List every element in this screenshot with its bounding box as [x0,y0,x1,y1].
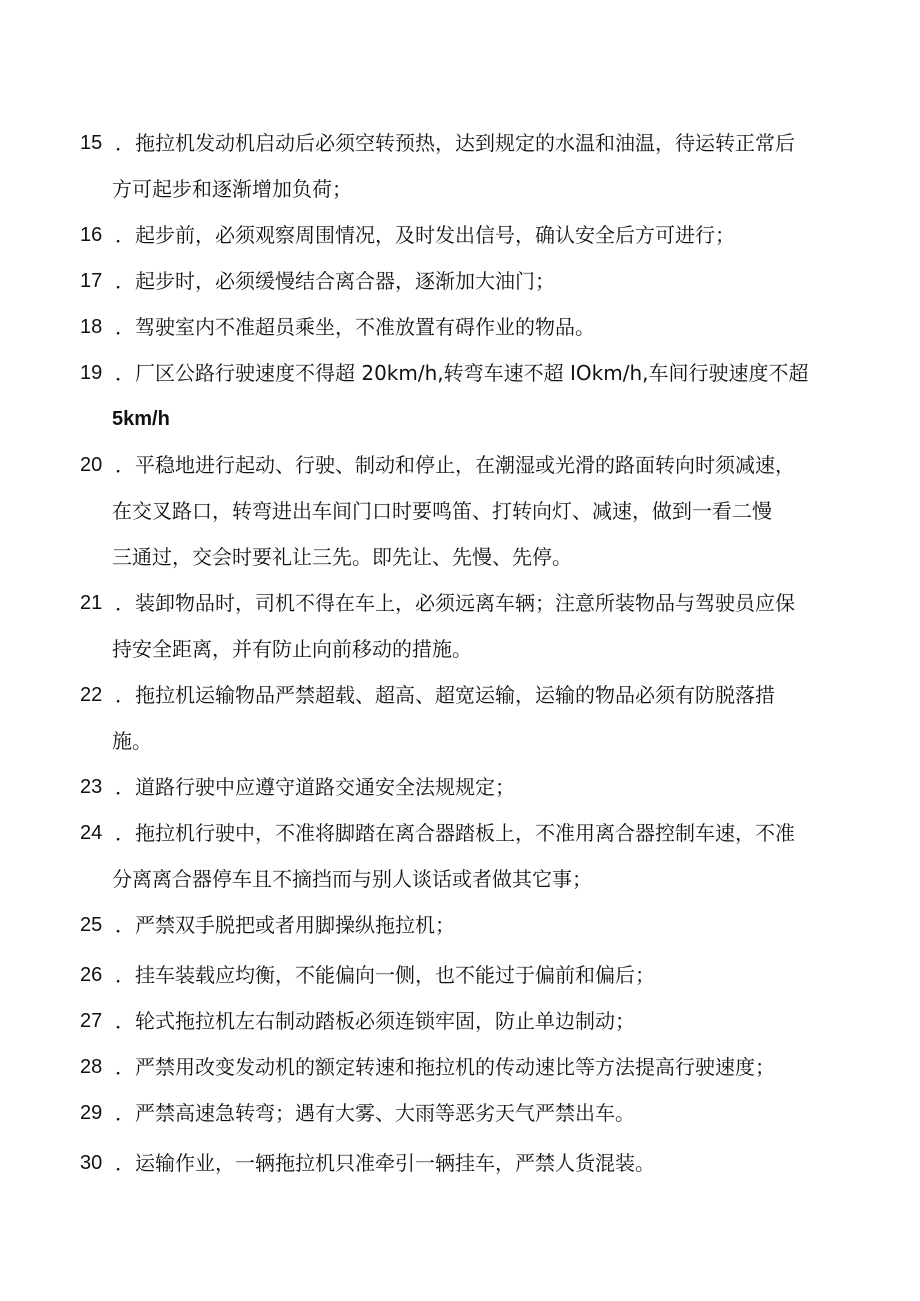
item-number: 27 [80,1010,103,1032]
item-text-line: ．运输作业，一辆拖拉机只准牵引一辆挂车，严禁人货混装。 [115,1151,655,1175]
item-text-line: 三通过，交会时要礼让三先。即先让、先慢、先停。 [112,545,572,569]
item-text-line: ．严禁双手脱把或者用脚操纵拖拉机； [115,913,455,937]
item-number: 20 [80,454,103,476]
item-text-line: ．驾驶室内不准超员乘坐，不准放置有碍作业的物品。 [115,315,595,339]
item-number: 26 [80,964,103,986]
item-text-line: 持安全距离，并有防止向前移动的措施。 [112,637,472,661]
item-text-line: ．严禁高速急转弯；遇有大雾、大雨等恶劣天气严禁出车。 [115,1101,635,1125]
item-number: 21 [80,592,103,614]
item-number: 24 [80,822,103,844]
item-text-line: ．平稳地进行起动、行驶、制动和停止，在潮湿或光滑的路面转向时须减速， [115,453,795,477]
item-number: 30 [80,1152,103,1174]
item-text-line: 施。 [112,729,152,753]
item-text-line: ．拖拉机发动机启动后必须空转预热，达到规定的水温和油温，待运转正常后 [115,131,795,155]
item-number: 23 [80,776,103,798]
item-text-line: ．挂车装载应均衡，不能偏向一侧，也不能过于偏前和偏后； [115,963,655,987]
item-number: 28 [80,1056,103,1078]
item-text-line: ．轮式拖拉机左右制动踏板必须连锁牢固，防止单边制动； [115,1009,635,1033]
item-number: 19 [80,362,103,384]
item-number: 29 [80,1102,103,1124]
item-text-line: 方可起步和逐渐增加负荷； [112,177,352,201]
item-number: 25 [80,914,103,936]
item-number: 15 [80,132,103,154]
item-number: 17 [80,270,103,292]
item-number: 16 [80,224,103,246]
item-text-line: ．装卸物品时，司机不得在车上，必须远离车辆；注意所装物品与驾驶员应保 [115,591,795,615]
item-text-line: 分离离合器停车且不摘挡而与别人谈话或者做其它事； [112,867,592,891]
item-text-line: ．拖拉机运输物品严禁超载、超高、超宽运输，运输的物品必须有防脱落措 [115,683,775,707]
item-text-line: ．起步前，必须观察周围情况，及时发出信号，确认安全后方可进行； [115,223,735,247]
item-text-line: ．拖拉机行驶中，不准将脚踏在离合器踏板上，不准用离合器控制车速，不准 [115,821,795,845]
item-text-line: ．道路行驶中应遵守道路交通安全法规规定； [115,775,515,799]
item-text-line: 5km/h [112,408,170,430]
item-text-line: ．起步时，必须缓慢结合离合器，逐渐加大油门； [115,269,555,293]
item-text-line: ．严禁用改变发动机的额定转速和拖拉机的传动速比等方法提高行驶速度； [115,1055,775,1079]
item-number: 18 [80,316,103,338]
item-text-line: ．厂区公路行驶速度不得超 20km/h,转弯车速不超 IOkm/h,车间行驶速度不超 [115,361,809,385]
item-text-line: 在交叉路口，转弯进出车间门口时要鸣笛、打转向灯、减速，做到一看二慢 [112,499,772,523]
item-number: 22 [80,684,103,706]
